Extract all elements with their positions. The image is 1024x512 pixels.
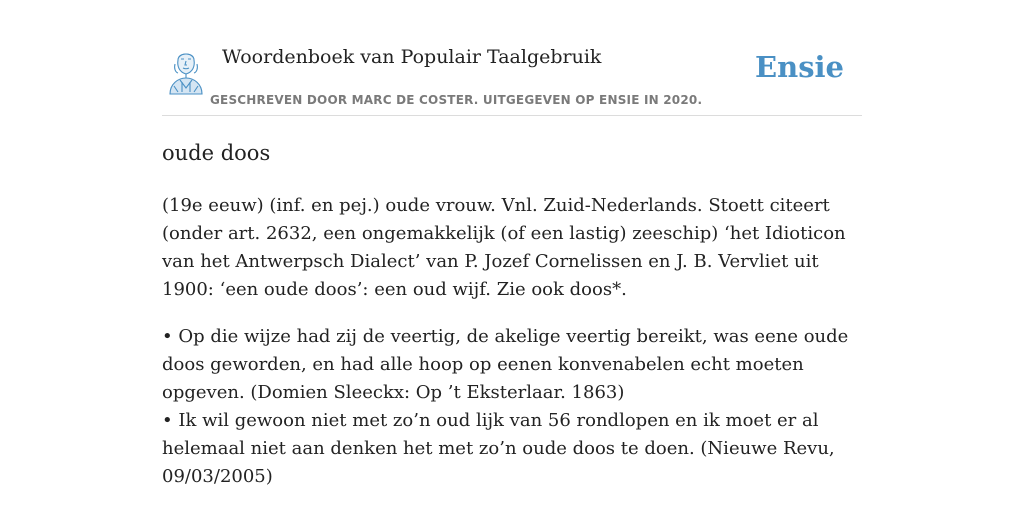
header: [162, 40, 862, 116]
brand-logo[interactable]: Ensie: [755, 50, 844, 84]
definition-text: (19e eeuw) (inf. en pej.) oude vrouw. Vnl. Zuid-Nederlands. Stoett citeert (onder art. 2632, een ongemakkelijk (of een lastig) zeeschip) ‘het Idioticon van het Antwerpsch Dialect’ van P. Jozef Cornelissen en J. B. Vervliet uit 1900: ‘een oude doos’: een oud wijf. Zie ook doos*.: [162, 195, 846, 300]
byline: GESCHREVEN DOOR MARC DE COSTER. UITGEGEVEN OP ENSIE IN 2020.: [210, 93, 703, 107]
book-title[interactable]: Woordenboek van Populair Taalgebruik: [222, 46, 602, 68]
entry-quotes: [162, 323, 862, 491]
quote-item: • Op die wijze had zij de veertig, de akelige veertig bereikt, was eene oude doos geworden, en had alle hoop op eenen konvenabelen echt moeten opgeven. (Domien Sleeckx: Op ’t Eksterlaar. 1863): [162, 326, 849, 403]
author-portrait-icon: [164, 46, 208, 96]
entry-headword: oude doos: [162, 141, 271, 165]
quote-item: • Ik wil gewoon niet met zo’n oud lijk van 56 rondlopen en ik moet er al helemaal niet aan denken het met zo’n oude doos te doen. (Nieuwe Revu, 09/03/2005): [162, 410, 835, 487]
entry-definition: [162, 192, 862, 304]
